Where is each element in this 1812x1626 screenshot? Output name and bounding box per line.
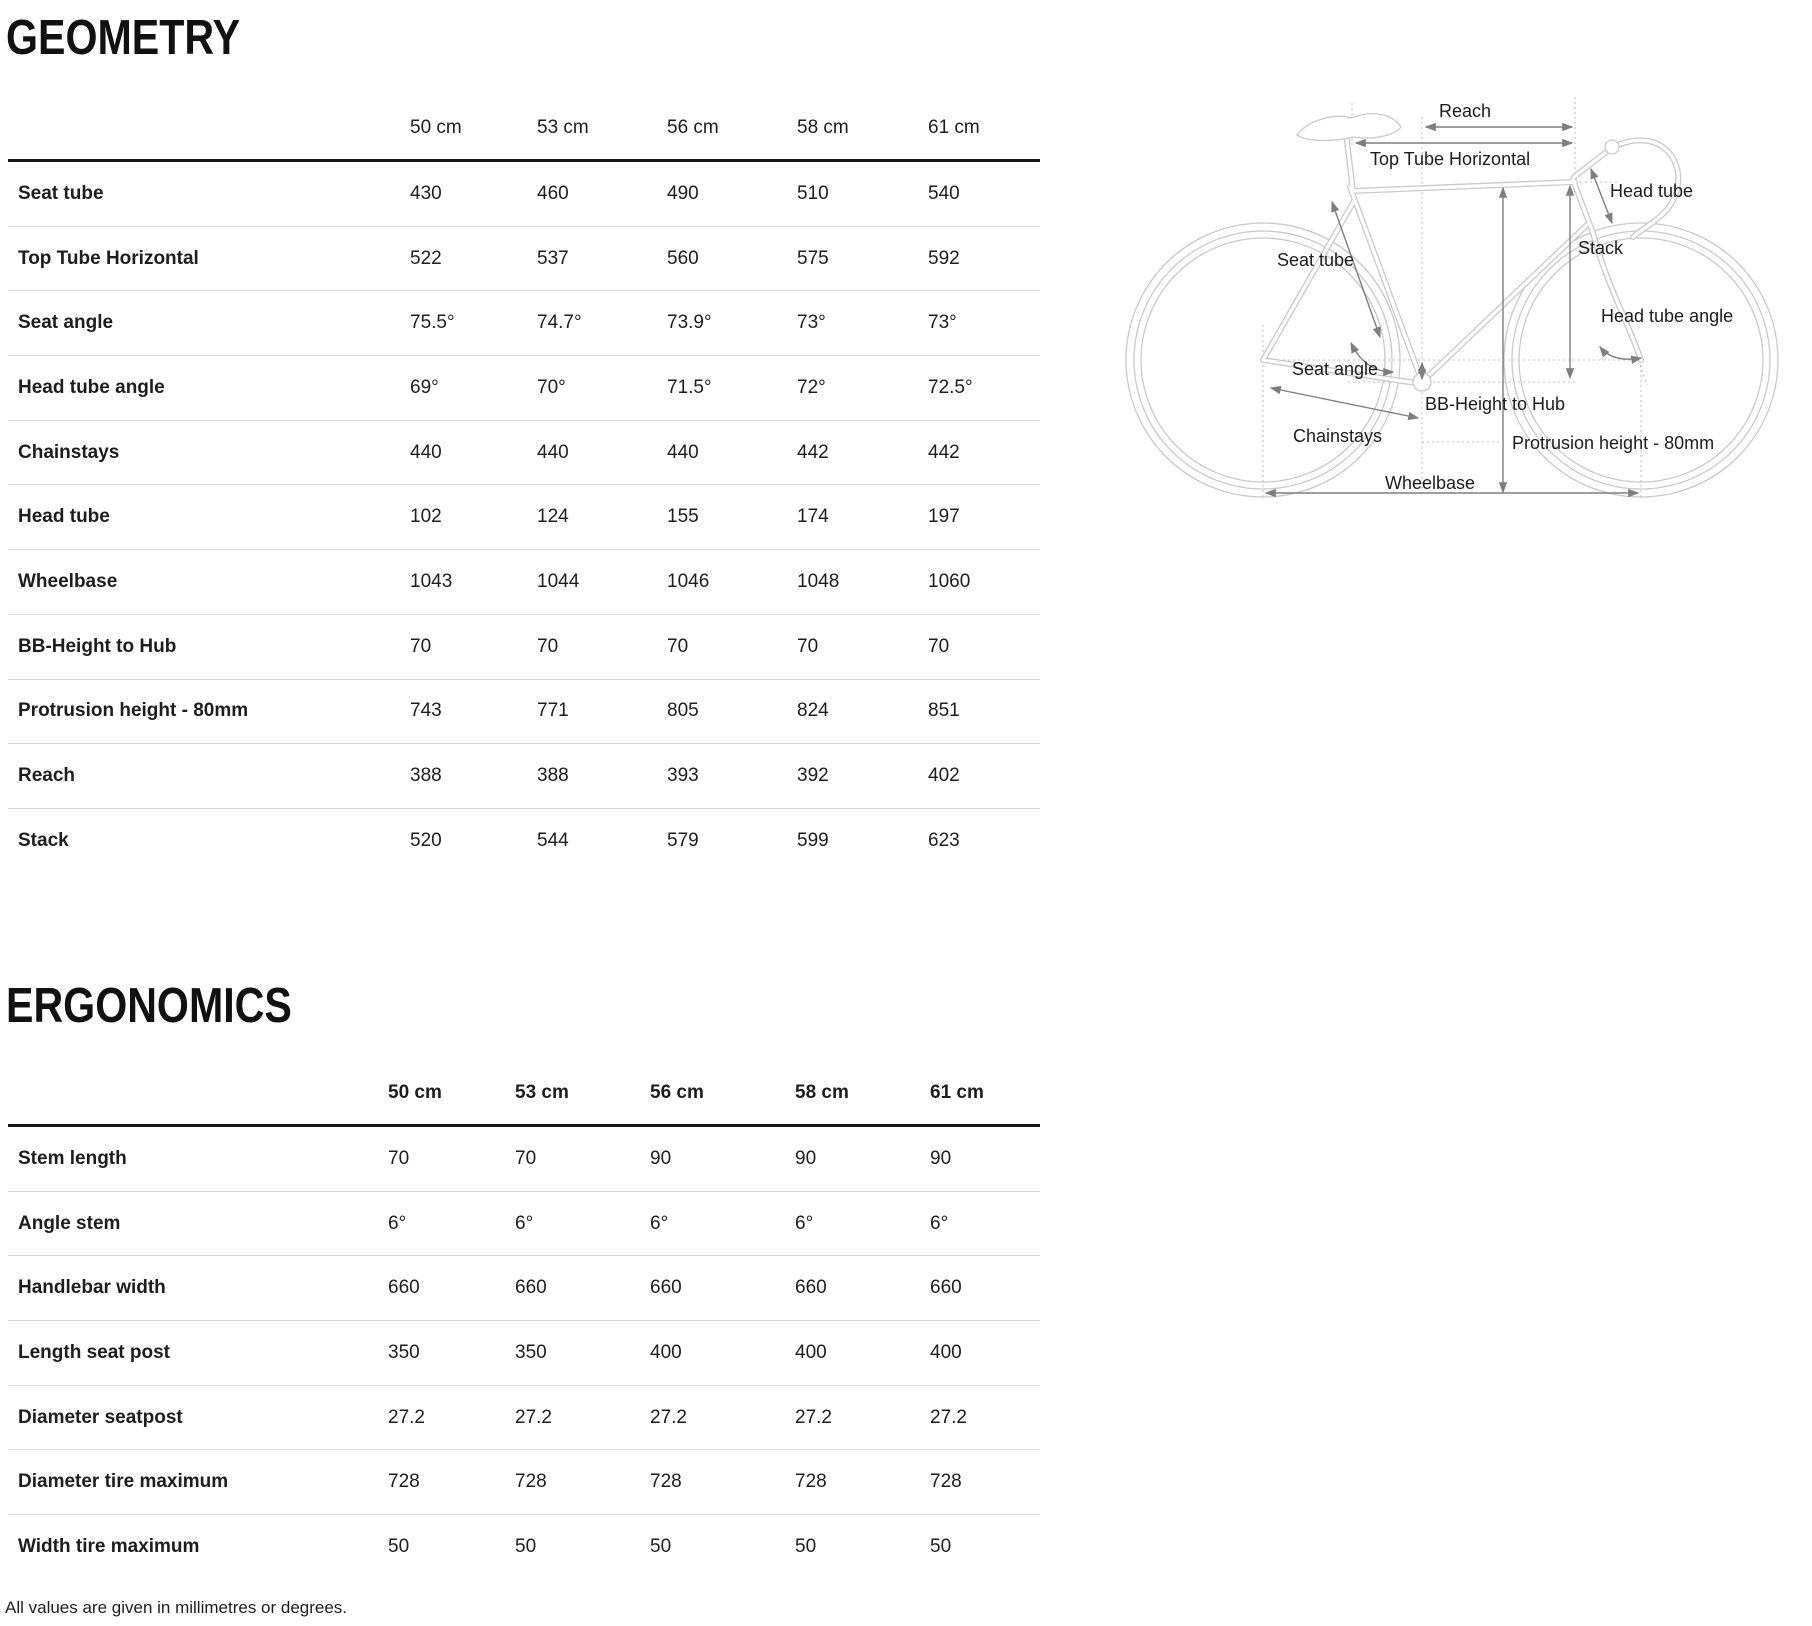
cell-value: 50 xyxy=(388,1536,410,1558)
cell-value: 6° xyxy=(795,1212,814,1234)
cell-value: 1060 xyxy=(928,570,971,592)
size-column-header: 56 cm xyxy=(667,117,719,138)
table-row xyxy=(8,291,1040,356)
cell-value: 6° xyxy=(515,1212,534,1234)
cell-value: 388 xyxy=(537,765,569,787)
cell-value: 50 xyxy=(650,1536,672,1558)
cell-value: 544 xyxy=(537,830,569,852)
units-footnote: All values are given in millimetres or degrees. xyxy=(5,1598,348,1617)
cell-value: 350 xyxy=(388,1341,420,1363)
cell-value: 440 xyxy=(667,441,699,463)
row-label: Reach xyxy=(18,765,76,787)
cell-value: 73.9° xyxy=(667,312,712,334)
cell-value: 728 xyxy=(930,1471,962,1493)
row-label: Length seat post xyxy=(18,1341,171,1363)
cell-value: 728 xyxy=(650,1471,682,1493)
cell-value: 660 xyxy=(930,1277,962,1299)
cell-value: 70 xyxy=(537,635,559,657)
cell-value: 805 xyxy=(667,700,699,722)
size-column-header: 50 cm xyxy=(410,117,462,138)
diagram-label-chainstays: Chainstays xyxy=(1293,426,1383,446)
diagram-label-head-tube: Head tube xyxy=(1610,181,1694,201)
row-label: Wheelbase xyxy=(18,570,118,592)
cell-value: 74.7° xyxy=(537,312,582,334)
cell-value: 1044 xyxy=(537,570,580,592)
row-label: Diameter seatpost xyxy=(18,1406,183,1428)
table-row xyxy=(8,1386,1040,1451)
cell-value: 522 xyxy=(410,247,442,269)
diagram-label-wheelbase: Wheelbase xyxy=(1385,473,1476,493)
row-label: Seat angle xyxy=(18,312,114,334)
diagram-label-protrusion-height: Protrusion height - 80mm xyxy=(1512,433,1715,453)
cell-value: 440 xyxy=(410,441,442,463)
table-row xyxy=(8,1127,1040,1192)
cell-value: 1048 xyxy=(797,570,840,592)
table-row xyxy=(8,809,1040,874)
cell-value: 743 xyxy=(410,700,442,722)
handlebar-clamp xyxy=(1605,140,1619,154)
cell-value: 71.5° xyxy=(667,376,712,398)
cell-value: 579 xyxy=(667,830,699,852)
cell-value: 430 xyxy=(410,182,442,204)
cell-value: 27.2 xyxy=(515,1406,552,1428)
cell-value: 1046 xyxy=(667,570,710,592)
size-column-header: 53 cm xyxy=(537,117,589,138)
cell-value: 400 xyxy=(795,1341,827,1363)
cell-value: 124 xyxy=(537,506,569,528)
row-label: Width tire maximum xyxy=(18,1536,200,1558)
cell-value: 90 xyxy=(650,1147,672,1169)
cell-value: 400 xyxy=(930,1341,962,1363)
table-row xyxy=(8,356,1040,421)
cell-value: 560 xyxy=(667,247,699,269)
cell-value: 728 xyxy=(515,1471,547,1493)
table-row xyxy=(8,1256,1040,1321)
cell-value: 50 xyxy=(795,1536,817,1558)
cell-value: 70 xyxy=(410,635,432,657)
table-row xyxy=(8,485,1040,550)
geometry-table-header xyxy=(8,97,1040,162)
cell-value: 70 xyxy=(797,635,819,657)
cell-value: 102 xyxy=(410,506,442,528)
cell-value: 537 xyxy=(537,247,569,269)
size-column-header: 56 cm xyxy=(650,1082,704,1103)
geometry-table xyxy=(8,97,1040,874)
cell-value: 460 xyxy=(537,182,569,204)
cell-value: 50 xyxy=(515,1536,537,1558)
table-row xyxy=(8,680,1040,745)
cell-value: 70 xyxy=(388,1147,410,1169)
cell-value: 599 xyxy=(797,830,829,852)
cell-value: 392 xyxy=(797,765,829,787)
ergonomics-table-header xyxy=(8,1062,1040,1127)
row-label: Head tube angle xyxy=(18,376,165,398)
cell-value: 73° xyxy=(928,312,957,334)
table-row xyxy=(8,1321,1040,1386)
diagram-label-seat-angle: Seat angle xyxy=(1292,359,1379,379)
table-row xyxy=(8,1192,1040,1257)
cell-value: 197 xyxy=(928,506,960,528)
row-label: Head tube xyxy=(18,506,110,528)
diagram-label-head-tube-angle: Head tube angle xyxy=(1601,306,1734,326)
cell-value: 660 xyxy=(515,1277,547,1299)
cell-value: 660 xyxy=(795,1277,827,1299)
size-column-header: 50 cm xyxy=(388,1082,442,1103)
row-label: Chainstays xyxy=(18,441,120,463)
cell-value: 771 xyxy=(537,700,569,722)
saddle xyxy=(1297,114,1401,141)
cell-value: 72.5° xyxy=(928,376,973,398)
size-column-header: 61 cm xyxy=(930,1082,984,1103)
cell-value: 6° xyxy=(650,1212,669,1234)
cell-value: 393 xyxy=(667,765,699,787)
row-label: Stack xyxy=(18,830,69,852)
table-row xyxy=(8,227,1040,292)
row-label: Handlebar width xyxy=(18,1277,166,1299)
size-column-header: 58 cm xyxy=(795,1082,849,1103)
cell-value: 388 xyxy=(410,765,442,787)
diagram-label-top-tube-horizontal: Top Tube Horizontal xyxy=(1370,149,1531,169)
table-row xyxy=(8,421,1040,486)
table-row xyxy=(8,1515,1040,1580)
cell-value: 440 xyxy=(537,441,569,463)
row-label: Angle stem xyxy=(18,1212,121,1234)
size-column-header: 58 cm xyxy=(797,117,849,138)
table-row xyxy=(8,550,1040,615)
row-label: Protrusion height - 80mm xyxy=(18,700,249,722)
cell-value: 70 xyxy=(667,635,689,657)
cell-value: 350 xyxy=(515,1341,547,1363)
cell-value: 27.2 xyxy=(388,1406,425,1428)
cell-value: 402 xyxy=(928,765,960,787)
cell-value: 73° xyxy=(797,312,826,334)
cell-value: 442 xyxy=(928,441,960,463)
cell-value: 72° xyxy=(797,376,826,398)
cell-value: 27.2 xyxy=(795,1406,832,1428)
row-label: BB-Height to Hub xyxy=(18,635,177,657)
cell-value: 75.5° xyxy=(410,312,455,334)
table-row xyxy=(8,1450,1040,1515)
cell-value: 27.2 xyxy=(930,1406,967,1428)
cell-value: 50 xyxy=(930,1536,952,1558)
row-label: Top Tube Horizontal xyxy=(18,247,199,269)
cell-value: 490 xyxy=(667,182,699,204)
cell-value: 6° xyxy=(388,1212,407,1234)
cell-value: 70 xyxy=(928,635,950,657)
cell-value: 174 xyxy=(797,506,829,528)
cell-value: 623 xyxy=(928,830,960,852)
geometry-section-title: GEOMETRY xyxy=(6,11,241,65)
table-row xyxy=(8,162,1040,227)
cell-value: 510 xyxy=(797,182,829,204)
cell-value: 155 xyxy=(667,506,699,528)
geometry-table-body xyxy=(8,162,1040,874)
cell-value: 27.2 xyxy=(650,1406,687,1428)
size-column-header: 61 cm xyxy=(928,117,980,138)
cell-value: 660 xyxy=(388,1277,420,1299)
cell-value: 1043 xyxy=(410,570,453,592)
cell-value: 728 xyxy=(795,1471,827,1493)
ergonomics-section-title: ERGONOMICS xyxy=(6,979,292,1033)
diagram-label-seat-tube: Seat tube xyxy=(1277,250,1355,270)
row-label: Diameter tire maximum xyxy=(18,1471,229,1493)
table-row xyxy=(8,615,1040,680)
size-column-header: 53 cm xyxy=(515,1082,569,1103)
cell-value: 824 xyxy=(797,700,829,722)
cell-value: 540 xyxy=(928,182,960,204)
cell-value: 520 xyxy=(410,830,442,852)
diagram-label-bb-height-to-hub: BB-Height to Hub xyxy=(1425,394,1566,414)
row-label: Seat tube xyxy=(18,182,104,204)
cell-value: 442 xyxy=(797,441,829,463)
table-row xyxy=(8,744,1040,809)
cell-value: 70° xyxy=(537,376,566,398)
cell-value: 851 xyxy=(928,700,960,722)
cell-value: 400 xyxy=(650,1341,682,1363)
cell-value: 575 xyxy=(797,247,829,269)
diagram-label-stack: Stack xyxy=(1578,238,1624,258)
cell-value: 90 xyxy=(930,1147,952,1169)
cell-value: 70 xyxy=(515,1147,537,1169)
bike-geometry-diagram xyxy=(1085,85,1805,515)
cell-value: 592 xyxy=(928,247,960,269)
row-label: Stem length xyxy=(18,1147,127,1169)
cell-value: 728 xyxy=(388,1471,420,1493)
cell-value: 90 xyxy=(795,1147,817,1169)
cell-value: 69° xyxy=(410,376,439,398)
diagram-label-reach: Reach xyxy=(1439,101,1492,121)
ergonomics-table-body xyxy=(8,1127,1040,1580)
cell-value: 660 xyxy=(650,1277,682,1299)
ergonomics-table xyxy=(8,1062,1040,1580)
cell-value: 6° xyxy=(930,1212,949,1234)
